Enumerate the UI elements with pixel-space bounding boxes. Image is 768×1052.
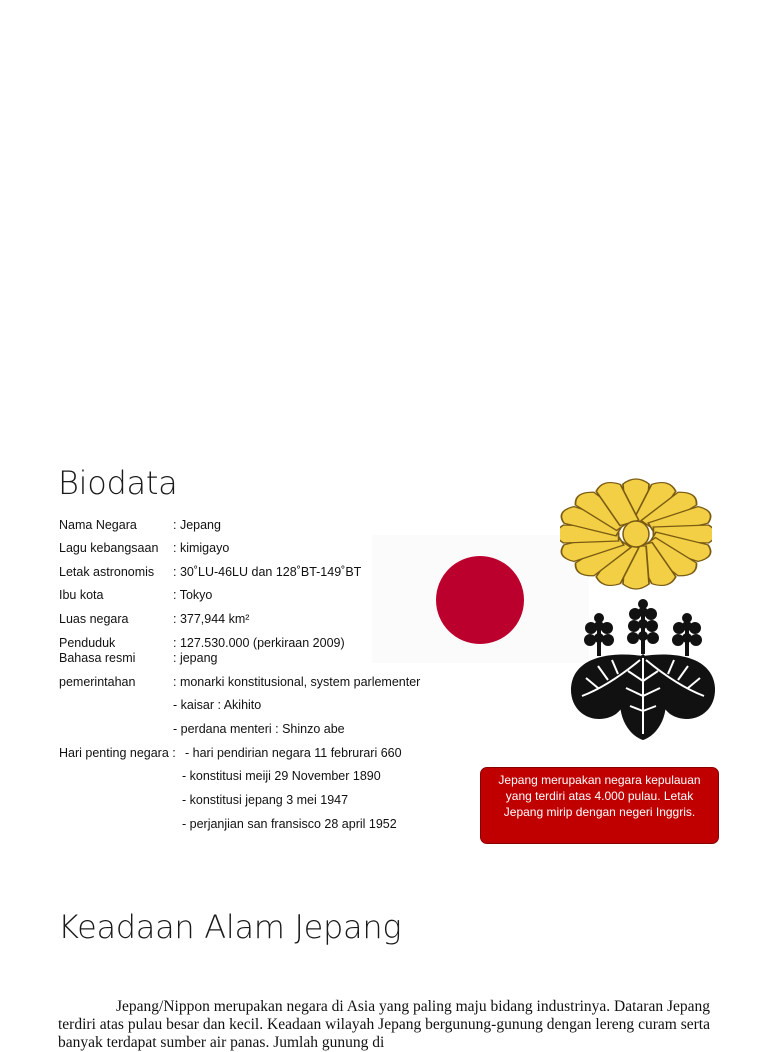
section-title-biodata: Biodata: [58, 464, 178, 502]
hari-penting-label: Hari penting negara :: [59, 746, 176, 760]
paulownia-crest-image: [568, 596, 718, 742]
pemerintahan-kaisar: - kaisar : Akihito: [173, 698, 262, 712]
biodata-value: : jepang: [173, 651, 218, 665]
biodata-label: Luas negara: [59, 612, 129, 626]
callout-text: Jepang merupakan negara kepulauan yang terdiri atas 4.000 pulau. Letak Jepang mirip dengan negeri Inggris.: [498, 773, 701, 819]
biodata-label: Letak astronomis: [59, 565, 155, 579]
biodata-label: Bahasa resmi: [59, 651, 136, 665]
biodata-value: : 127.530.000 (perkiraan 2009): [173, 636, 345, 650]
biodata-row: [59, 651, 217, 666]
hari-penting-item: - hari pendirian negara 11 februrari 660: [185, 746, 402, 760]
biodata-row: [59, 565, 361, 580]
biodata-row: [59, 612, 249, 627]
hari-penting-item: - konstitusi jepang 3 mei 1947: [182, 793, 349, 807]
info-callout: [480, 767, 719, 844]
hari-penting-item: - konstitusi meiji 29 November 1890: [182, 769, 381, 783]
biodata-value: : Tokyo: [173, 588, 213, 602]
biodata-row: [59, 518, 221, 533]
biodata-row: [59, 588, 212, 603]
biodata-value: : kimigayo: [173, 541, 230, 555]
hari-penting-item: - perjanjian san fransisco 28 april 1952: [182, 817, 397, 831]
biodata-value: : 377,944 km²: [173, 612, 250, 626]
biodata-value: : Jepang: [173, 518, 221, 532]
biodata-row: [59, 541, 229, 556]
biodata-label: Ibu kota: [59, 588, 104, 602]
section-title-keadaan-alam: Keadaan Alam Jepang: [58, 908, 402, 946]
japan-flag-image: [372, 535, 589, 663]
biodata-row: [59, 636, 345, 651]
biodata-value: : monarki konstitusional, system parlementer: [173, 675, 421, 689]
hinomaru-disc: [436, 556, 524, 644]
biodata-label: Lagu kebangsaan: [59, 541, 159, 555]
biodata-label: Nama Negara: [59, 518, 137, 532]
biodata-row: [59, 675, 420, 690]
pemerintahan-perdana-menteri: - perdana menteri : Shinzo abe: [173, 722, 345, 736]
biodata-label: Penduduk: [59, 636, 116, 650]
keadaan-paragraph: Jepang/Nippon merupakan negara di Asia yang paling maju bidang industrinya. Dataran Jepang terdiri atas pulau besar dan kecil. Keadaan wilayah Jepang bergunung-gunung dengan lereng curam serta banyak terdapat sumber air panas. Jumlah gunung di: [58, 997, 711, 1051]
imperial-chrysanthemum-seal-image: [560, 474, 712, 594]
biodata-label: pemerintahan: [59, 675, 136, 689]
biodata-value: : 30˚LU-46LU dan 128˚BT-149˚BT: [173, 565, 362, 579]
